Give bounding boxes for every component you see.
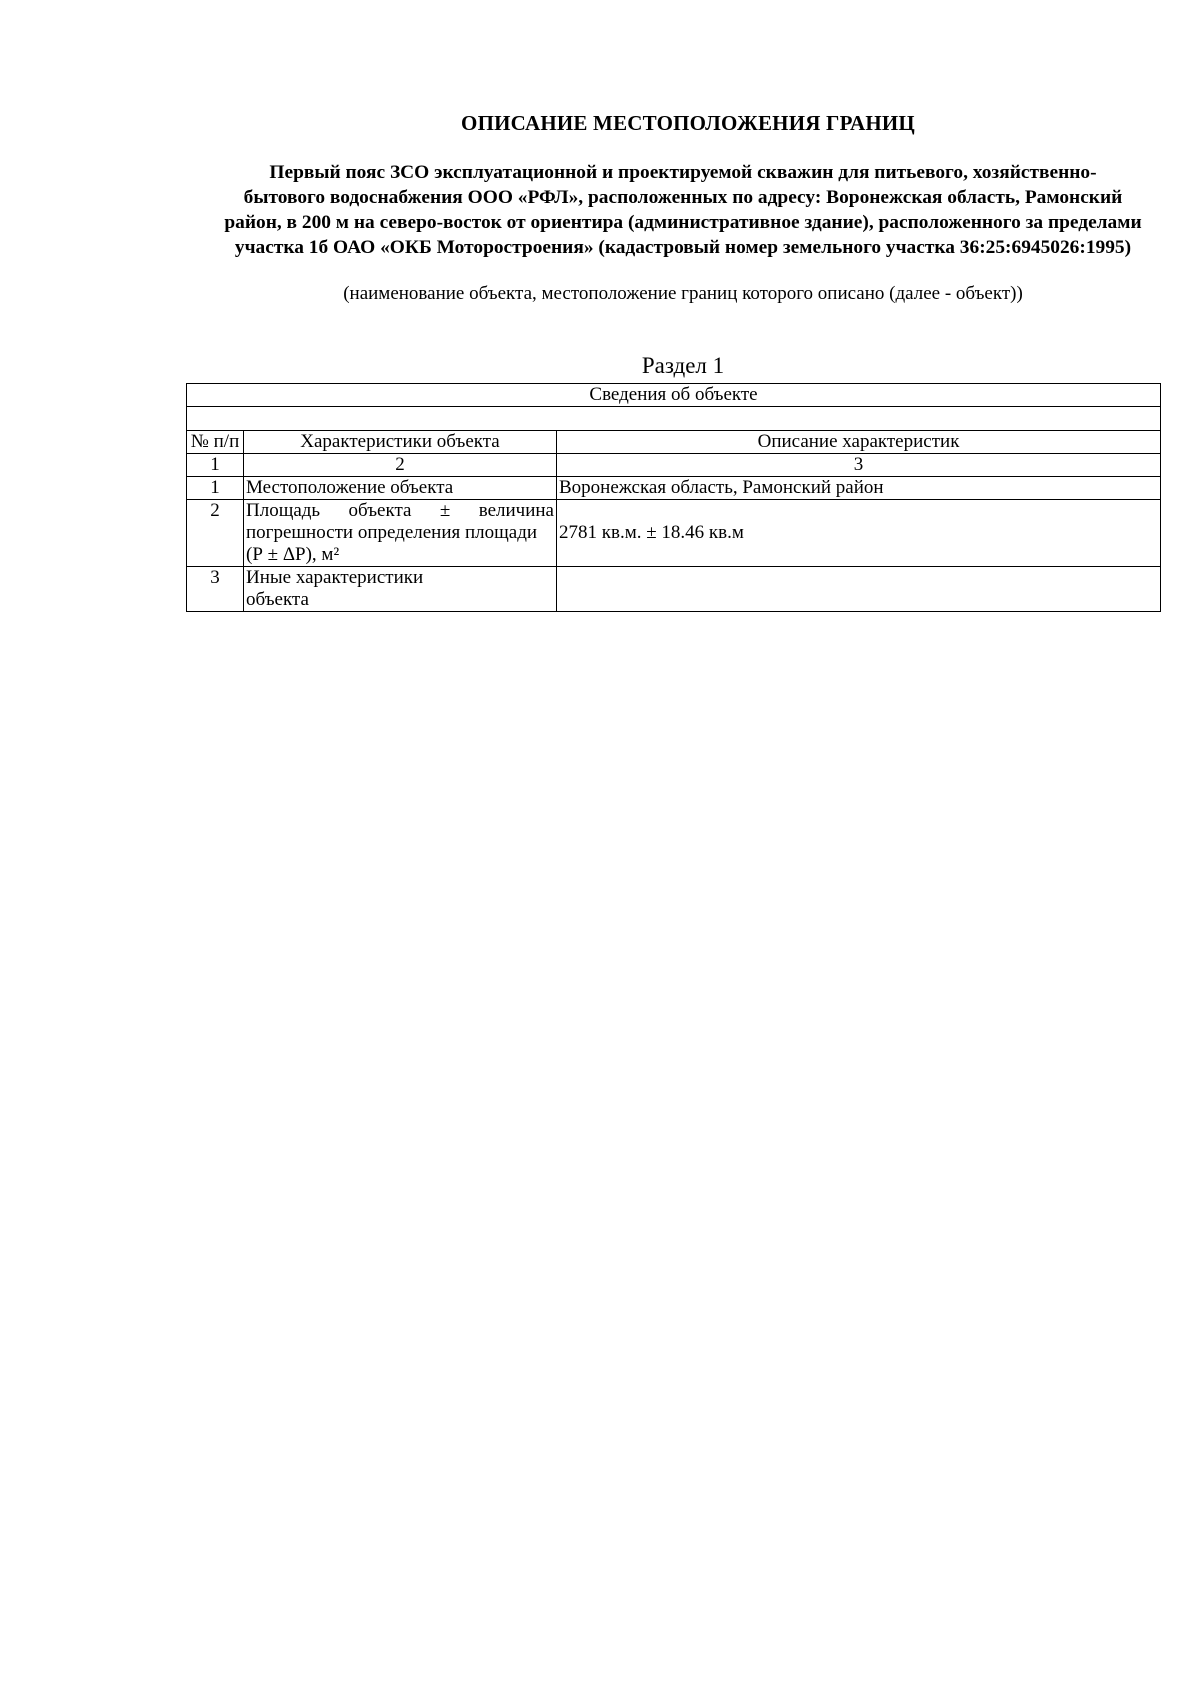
header-description: Описание характеристик bbox=[557, 431, 1161, 454]
column-number: 1 bbox=[187, 454, 244, 477]
row-characteristic bbox=[244, 567, 557, 612]
table-title-row bbox=[187, 384, 1161, 407]
row-value: 2781 кв.м. ± 18.46 кв.м bbox=[557, 500, 1161, 567]
column-number: 3 bbox=[557, 454, 1161, 477]
characteristic-line: Площадь объекта ± величина bbox=[246, 500, 554, 521]
table-row bbox=[187, 500, 1161, 567]
row-value bbox=[557, 567, 1161, 612]
row-num: 3 bbox=[187, 567, 244, 612]
object-name-line: бытового водоснабжения ООО «РФЛ», расположенных по адресу: Воронежская область, Рамонский bbox=[243, 187, 1123, 208]
row-characteristic: Местоположение объекта bbox=[244, 477, 557, 500]
header-num: № п/п bbox=[187, 431, 244, 454]
table-row bbox=[187, 477, 1161, 500]
characteristic-line: Иные характеристики bbox=[246, 567, 424, 588]
header-characteristic: Характеристики объекта bbox=[244, 431, 557, 454]
column-number: 2 bbox=[244, 454, 557, 477]
characteristic-line: объекта bbox=[246, 589, 309, 610]
section-title: Раздел 1 bbox=[641, 353, 725, 378]
row-value: Воронежская область, Рамонский район bbox=[557, 477, 1161, 500]
table-title: Сведения об объекте bbox=[187, 384, 1161, 407]
table-header-row bbox=[187, 431, 1161, 454]
object-caption: (наименование объекта, местоположение границ которого описано (далее - объект)) bbox=[343, 283, 1023, 304]
object-name bbox=[190, 160, 1176, 260]
object-name-line: участка 1б ОАО «ОКБ Моторостроения» (кадастровый номер земельного участка 36:25:6945026:1995) bbox=[234, 237, 1132, 258]
table-row bbox=[187, 567, 1161, 612]
column-number-row bbox=[187, 454, 1161, 477]
row-num: 2 bbox=[187, 500, 244, 567]
table-empty-row bbox=[187, 407, 1161, 431]
characteristic-line: (Р ± ΔР), м² bbox=[246, 544, 340, 565]
row-characteristic bbox=[244, 500, 557, 567]
row-num: 1 bbox=[187, 477, 244, 500]
characteristic-line: погрешности определения площади bbox=[246, 522, 538, 543]
object-name-line: Первый пояс ЗСО эксплуатационной и проектируемой скважин для питьевого, хозяйственно- bbox=[269, 162, 1097, 183]
object-info-table bbox=[186, 383, 1161, 612]
document-title: ОПИСАНИЕ МЕСТОПОЛОЖЕНИЯ ГРАНИЦ bbox=[461, 111, 915, 135]
empty-cell bbox=[187, 407, 1161, 431]
object-name-line: район, в 200 м на северо-восток от ориентира (административное здание), расположенного за пределами bbox=[224, 212, 1142, 233]
